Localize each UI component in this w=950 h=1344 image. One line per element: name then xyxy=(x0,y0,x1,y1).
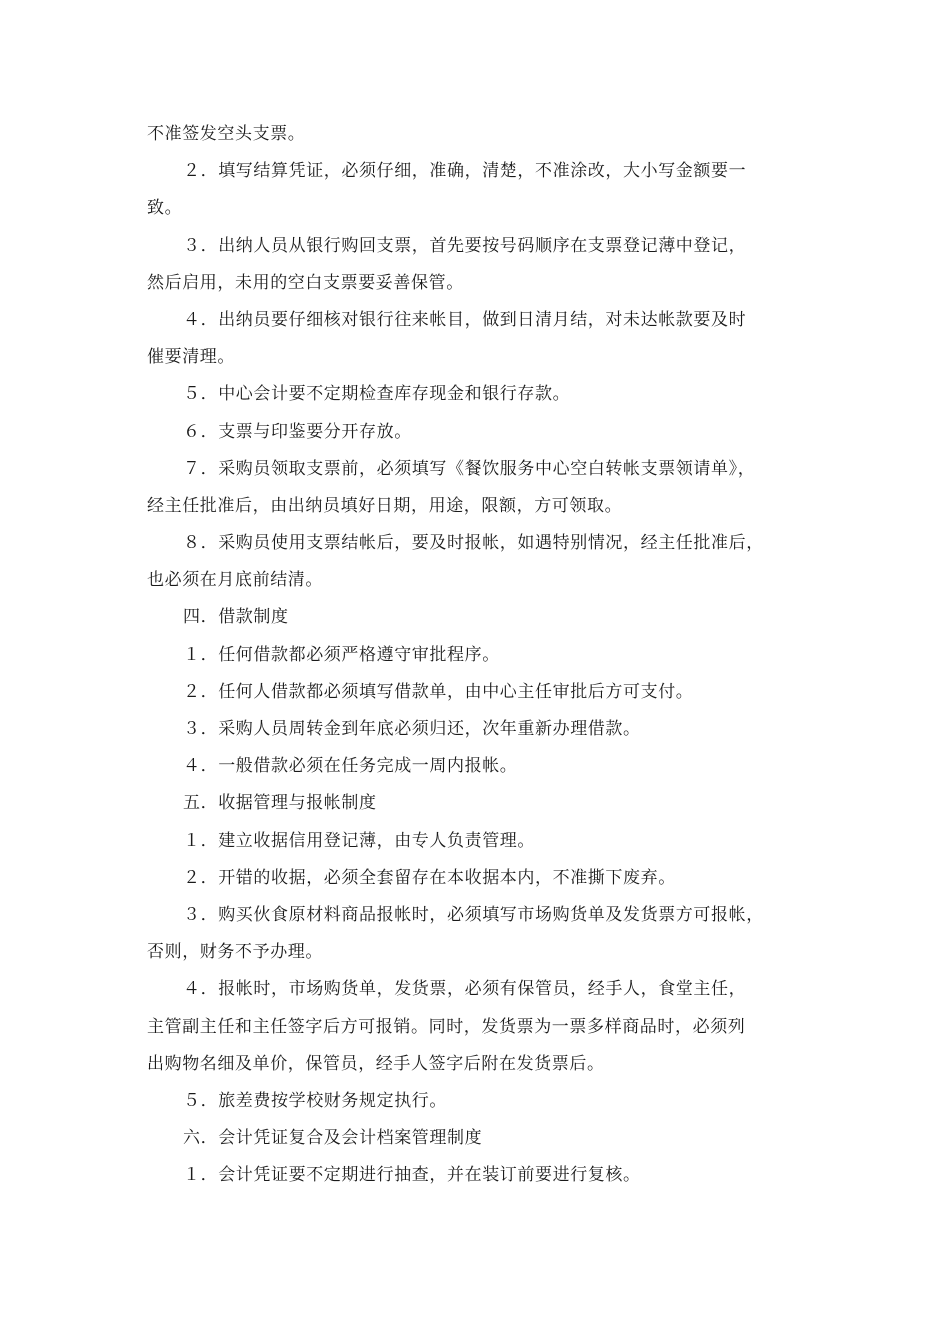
text-line: ３．出纳人员从银行购回支票，首先要按号码顺序在支票登记薄中登记， xyxy=(183,235,747,256)
section-heading: 四．借款制度 xyxy=(183,607,289,628)
text-line: 否则，财务不予办理。 xyxy=(147,942,323,963)
text-line: ６．支票与印鉴要分开存放。 xyxy=(183,421,412,442)
text-line: １．建立收据信用登记薄，由专人负责管理。 xyxy=(183,830,535,851)
text-line: 主管副主任和主任签字后方可报销。同时，发货票为一票多样商品时，必须列 xyxy=(147,1016,746,1037)
text-line: ３．购买伙食原材料商品报帐时，必须填写市场购货单及发货票方可报帐， xyxy=(183,904,764,925)
text-line: 致。 xyxy=(147,198,183,219)
text-line: 经主任批准后，由出纳员填好日期，用途，限额，方可领取。 xyxy=(147,495,623,516)
text-line: 然后启用，未用的空白支票要妥善保管。 xyxy=(147,272,464,293)
text-line: ４．一般借款必须在任务完成一周内报帐。 xyxy=(183,756,518,777)
text-line: ４．出纳员要仔细核对银行往来帐目，做到日清月结，对未达帐款要及时 xyxy=(183,309,747,330)
section-heading: 六．会计凭证复合及会计档案管理制度 xyxy=(183,1128,483,1149)
text-line: 出购物名细及单价，保管员，经手人签字后附在发货票后。 xyxy=(147,1053,605,1074)
text-line: 不准签发空头支票。 xyxy=(147,124,306,144)
text-line: 催要清理。 xyxy=(147,347,235,368)
text-line: 也必须在月底前结清。 xyxy=(147,570,323,591)
text-line: ２．开错的收据，必须全套留存在本收据本内，不准撕下废弃。 xyxy=(183,867,676,888)
text-line: ２．任何人借款都必须填写借款单，由中心主任审批后方可支付。 xyxy=(183,681,694,702)
document-body xyxy=(147,116,827,1194)
section-heading: 五．收据管理与报帐制度 xyxy=(183,793,377,814)
text-line: １．会计凭证要不定期进行抽查，并在装订前要进行复核。 xyxy=(183,1165,641,1186)
text-line: ７．采购员领取支票前，必须填写《餐饮服务中心空白转帐支票领请单》， xyxy=(183,458,756,479)
text-line: ５．旅差费按学校财务规定执行。 xyxy=(183,1090,447,1111)
text-line: ８．采购员使用支票结帐后，要及时报帐，如遇特别情况，经主任批准后， xyxy=(183,533,764,554)
text-line: １．任何借款都必须严格遵守审批程序。 xyxy=(183,644,500,665)
text-line: ３．采购人员周转金到年底必须归还，次年重新办理借款。 xyxy=(183,719,641,739)
text-line: ２．填写结算凭证，必须仔细，准确，清楚，不准涂改，大小写金额要一 xyxy=(183,161,747,182)
text-line: ４．报帐时，市场购货单，发货票，必须有保管员，经手人，食堂主任， xyxy=(183,979,747,1000)
text-line: ５．中心会计要不定期检查库存现金和银行存款。 xyxy=(183,384,571,405)
